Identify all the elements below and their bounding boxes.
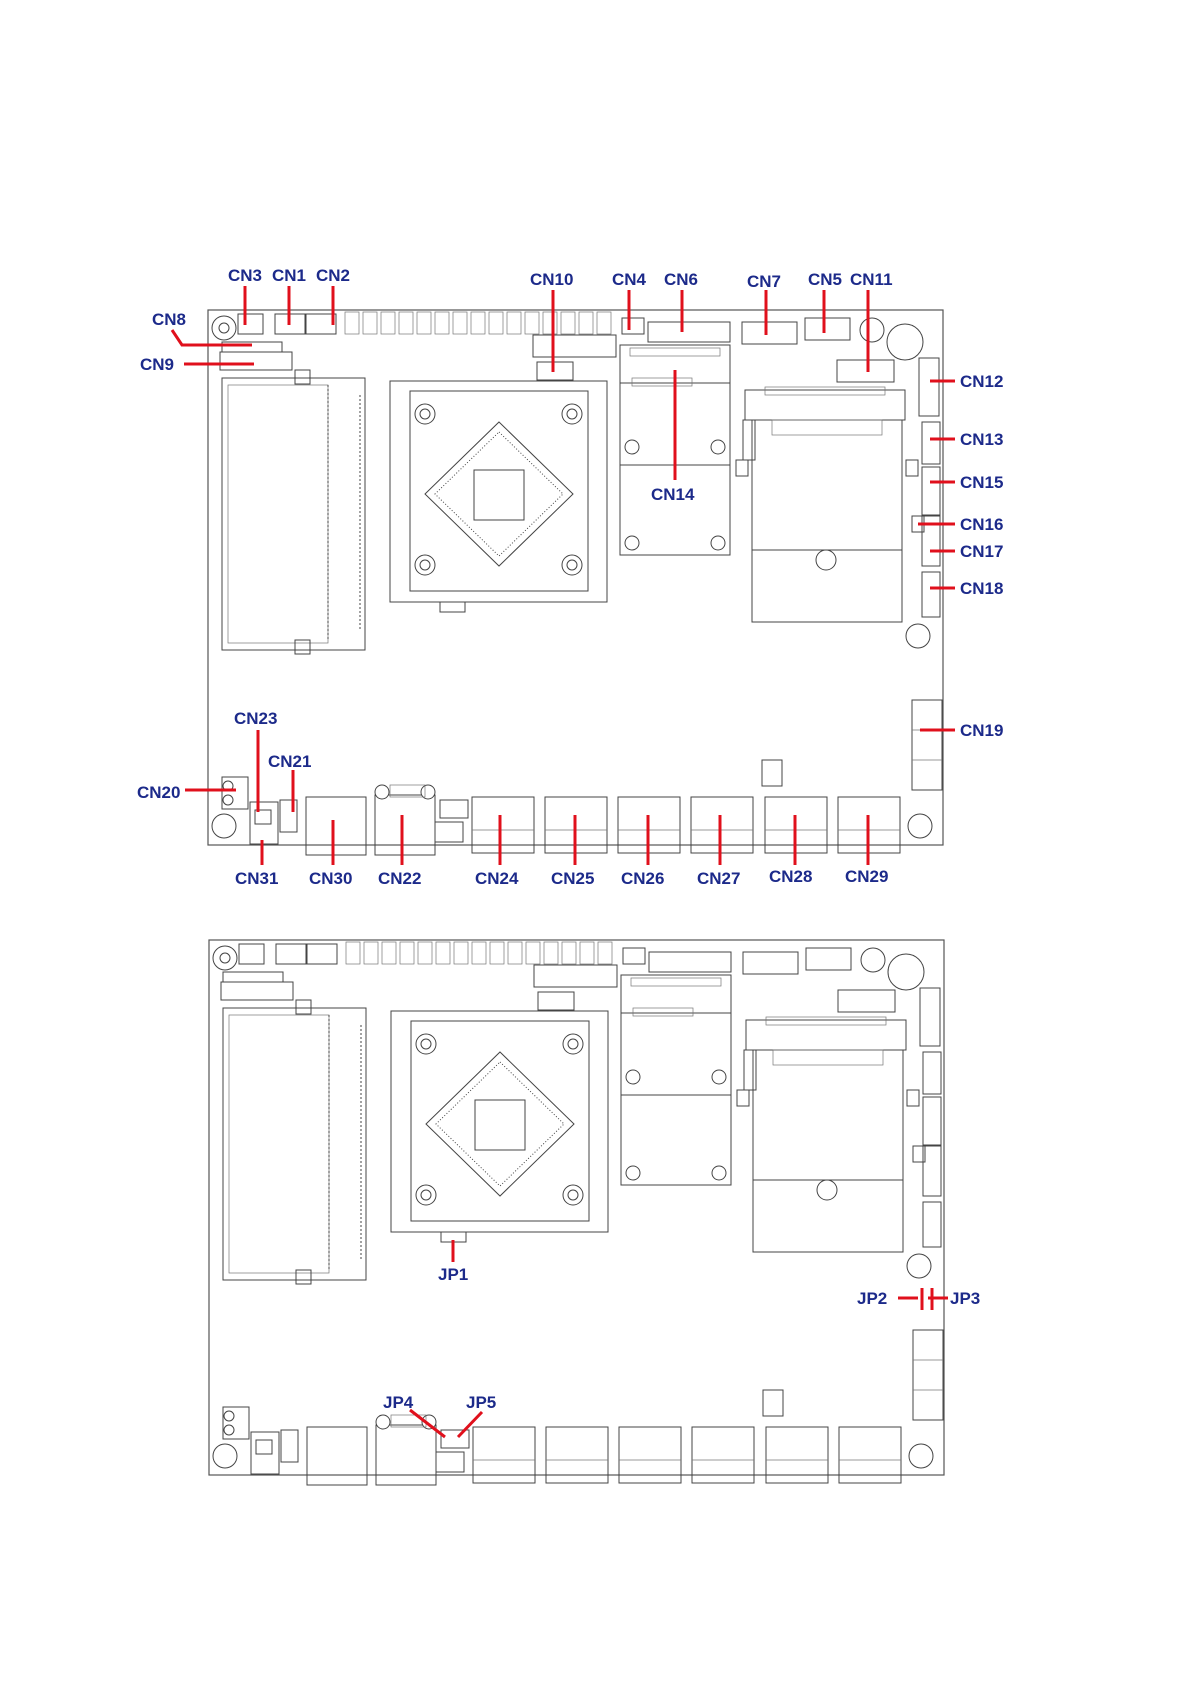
label-cn18: CN18 [960, 579, 1004, 598]
label-cn17: CN17 [960, 542, 1004, 561]
top-connector-labels [137, 266, 1003, 888]
label-jp5: JP5 [466, 1393, 497, 1412]
label-cn21: CN21 [268, 752, 312, 771]
label-cn31: CN31 [235, 869, 279, 888]
label-cn23: CN23 [234, 709, 278, 728]
label-jp4: JP4 [383, 1393, 414, 1412]
bottom-board-drawing [209, 940, 944, 1485]
label-cn2: CN2 [316, 266, 351, 285]
label-cn26: CN26 [621, 869, 665, 888]
top-board-drawing [208, 310, 943, 855]
label-cn22: CN22 [378, 869, 422, 888]
label-cn6: CN6 [664, 270, 699, 289]
label-cn25: CN25 [551, 869, 595, 888]
label-cn16: CN16 [960, 515, 1004, 534]
label-cn28: CN28 [769, 867, 813, 886]
label-jp3: JP3 [950, 1289, 981, 1308]
label-cn9: CN9 [140, 355, 175, 374]
bottom-jumper-labels [383, 1265, 980, 1412]
top-leader-lines [172, 286, 955, 865]
label-cn19: CN19 [960, 721, 1004, 740]
label-jp2: JP2 [857, 1289, 888, 1308]
label-cn14: CN14 [651, 485, 695, 504]
label-cn20: CN20 [137, 783, 181, 802]
label-cn15: CN15 [960, 473, 1004, 492]
label-cn5: CN5 [808, 270, 843, 289]
label-cn4: CN4 [612, 270, 647, 289]
label-cn7: CN7 [747, 272, 782, 291]
label-jp1: JP1 [438, 1265, 469, 1284]
label-cn29: CN29 [845, 867, 889, 886]
label-cn27: CN27 [697, 869, 741, 888]
label-cn12: CN12 [960, 372, 1004, 391]
label-cn1: CN1 [272, 266, 307, 285]
label-cn30: CN30 [309, 869, 353, 888]
label-cn24: CN24 [475, 869, 519, 888]
label-cn13: CN13 [960, 430, 1004, 449]
label-cn10: CN10 [530, 270, 574, 289]
label-cn11: CN11 [850, 270, 893, 289]
label-cn8: CN8 [152, 310, 187, 329]
label-cn3: CN3 [228, 266, 263, 285]
